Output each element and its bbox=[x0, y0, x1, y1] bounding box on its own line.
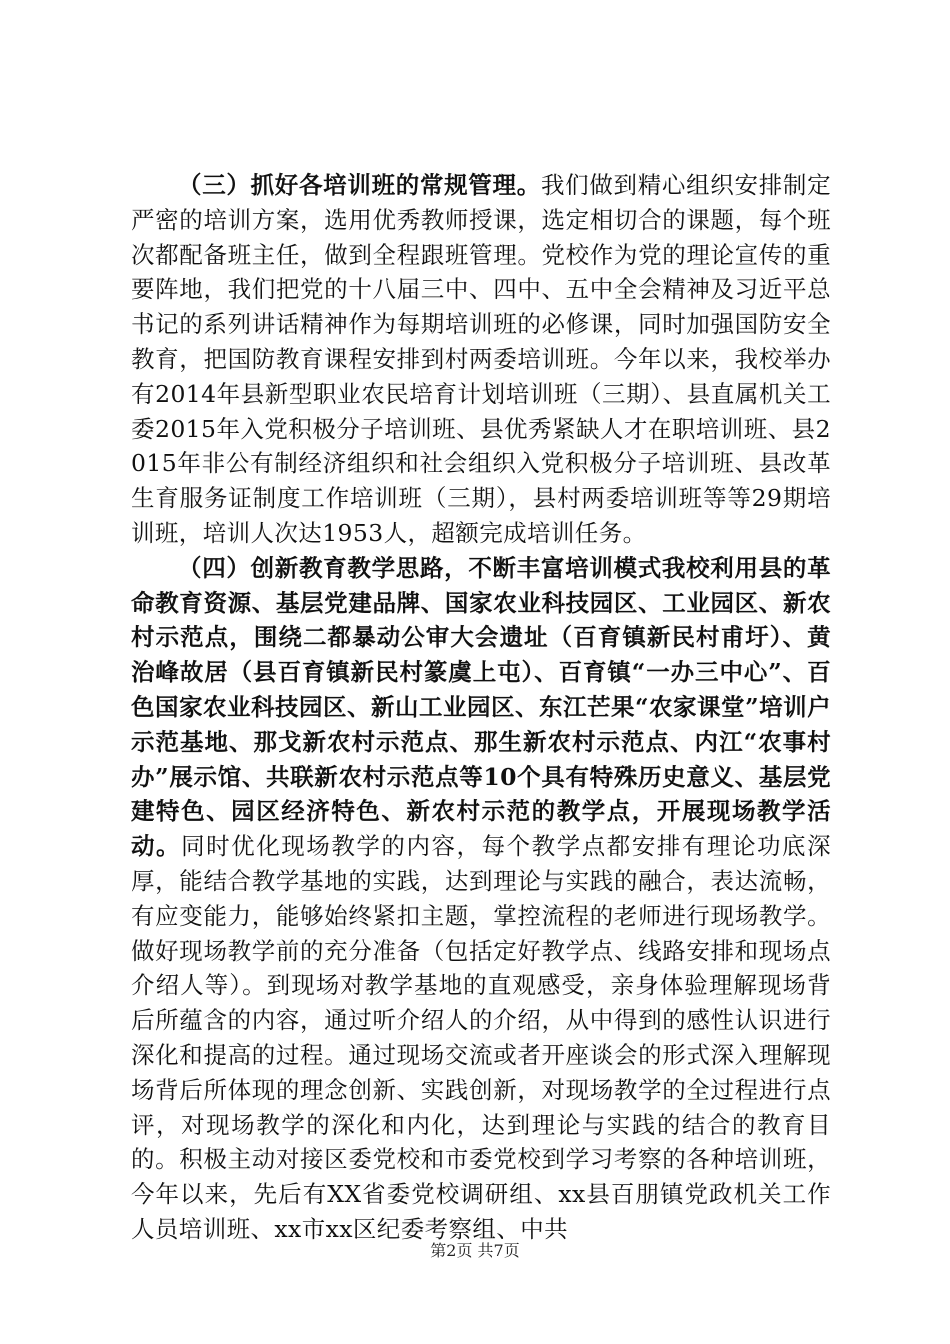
page-footer: 第2页 共7页 bbox=[430, 1241, 520, 1260]
section-heading-four: （四）创新教育教学思路，不断丰富培训模式我校利用县的革命教育资源、基层党建品牌、国家农业科技园区、工业园区、新农村示范点，围绕二都暴动公审大会遗址（百育镇新民村甫圩）、黄治峰故居（县百育镇新民村篆虞上屯）、百育镇“一办三中心”、百色国家农业科技园区、新山工业园区、东江芒果“农家课堂”培训户示范基地、那戈新农村示范点、那生新农村示范点、内江“农事村办”展示馆、共联新农村示范点等10个具有特殊历史意义、基层党建特色、园区经济特色、新农村示范的教学点，开展现场教学活动。 bbox=[131, 553, 831, 861]
paragraph-text: 我们做到精心组织安排制定严密的培训方案，选用优秀教师授课，选定相切合的课题，每个班次都配备班主任，做到全程跟班管理。党校作为党的理论宣传的重要阵地，我们把党的十八届三中、四中、五中全会精神及习近平总书记的系列讲话精神作为每期培训班的必修课，同时加强国防安全教育，把国防教育课程安排到村两委培训班。今年以来，我校举办有2014年县新型职业农民培育计划培训班（三期）、县直属机关工委2015年入党积极分子培训班、县优秀紧缺人才在职培训班、县2015年非公有制经济组织和社会组织入党积极分子培训班、县改革生育服务证制度工作培训班（三期），县村两委培训班等等29期培训班，培训人次达1953人，超额完成培训任务。 bbox=[131, 171, 831, 547]
section-heading-three: （三）抓好各培训班的常规管理。 bbox=[178, 171, 541, 199]
paragraph-teaching-innovation bbox=[131, 551, 831, 1247]
document-body bbox=[131, 168, 831, 1247]
paragraph-routine-management bbox=[131, 168, 831, 551]
paragraph-text: 同时优化现场教学的内容，每个教学点都安排有理论功底深厚，能结合教学基地的实践，达到理论与实践的融合，表达流畅，有应变能力，能够始终紧扣主题，掌控流程的老师进行现场教学。做好现场教学前的充分准备（包括定好教学点、线路安排和现场点介绍人等）。到现场对教学基地的直观感受，亲身体验理解现场背后所蕴含的内容，通过听介绍人的介绍，从中得到的感性认识进行深化和提高的过程。通过现场交流或者开座谈会的形式深入理解现场背后所体现的理念创新、实践创新，对现场教学的全过程进行点评，对现场教学的深化和内化，达到理论与实践的结合的教育目的。积极主动对接区委党校和市委党校到学习考察的各种培训班，今年以来，先后有XX省委党校调研组、xx县百朋镇党政机关工作人员培训班、xx市xx区纪委考察组、中共 bbox=[131, 832, 831, 1243]
